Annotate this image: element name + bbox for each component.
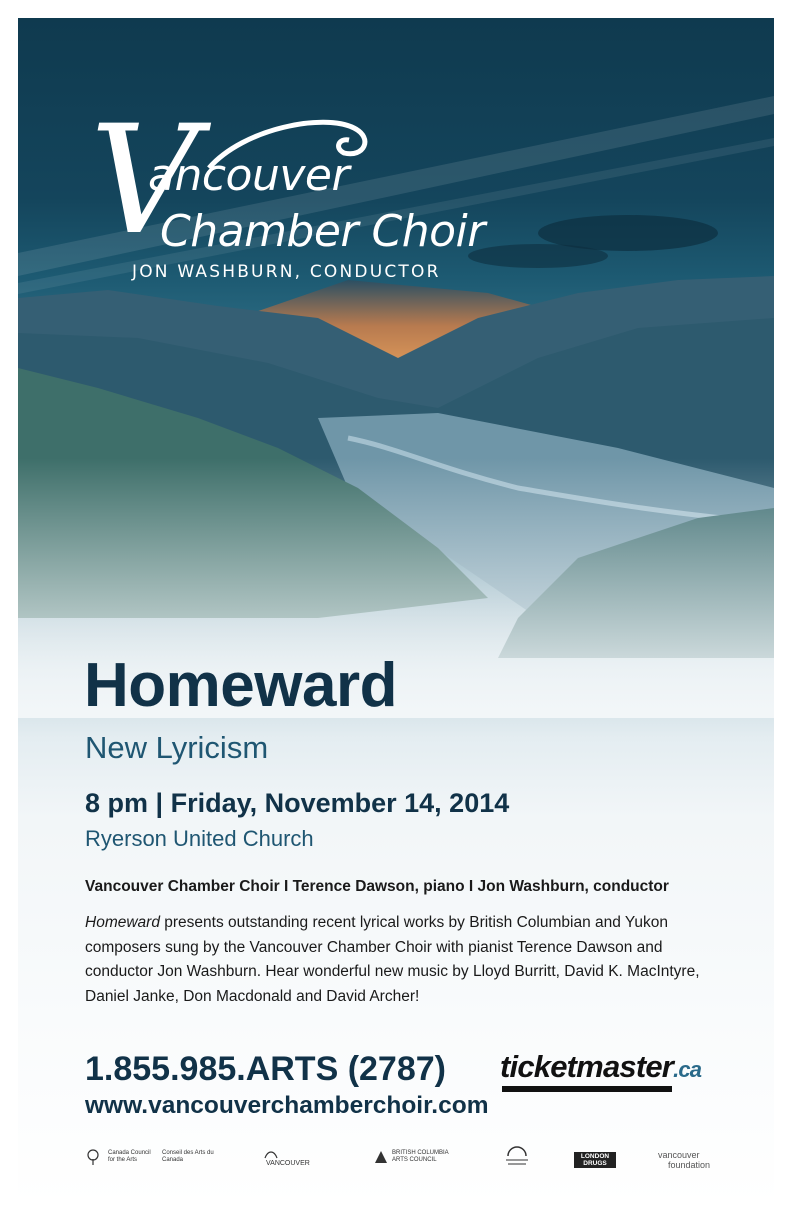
london-drugs-label: LONDON DRUGS xyxy=(580,1153,610,1167)
city-vancouver-icon xyxy=(264,1148,278,1160)
logo-chamber-choir: Chamber Choir xyxy=(160,206,485,257)
sponsor-vancouver-foundation xyxy=(658,1150,710,1170)
canada-council-en: Canada Council for the Arts xyxy=(108,1150,151,1163)
ticketmaster-underline xyxy=(502,1086,672,1092)
logo-conductor: JON WASHBURN, CONDUCTOR xyxy=(132,262,441,282)
event-credits: Vancouver Chamber Choir I Terence Dawson, piano I Jon Washburn, conductor xyxy=(85,878,669,895)
canada-council-icon xyxy=(84,1148,102,1166)
ticketmaster-word: ticketmaster xyxy=(500,1049,674,1084)
bc-arts-label: BRITISH COLUMBIA ARTS COUNCIL xyxy=(392,1150,449,1163)
event-subtitle: New Lyricism xyxy=(85,730,269,765)
vf-line2: foundation xyxy=(668,1160,711,1170)
event-venue: Ryerson United Church xyxy=(85,826,314,851)
vf-line1: vancouver xyxy=(658,1150,700,1160)
logo-initial: V xyxy=(90,94,199,268)
description-lead: Homeward xyxy=(85,914,160,931)
website-link[interactable]: www.vancouverchamberchoir.com xyxy=(85,1092,489,1119)
bc-arts-icon xyxy=(374,1150,388,1164)
cloud xyxy=(468,244,608,268)
logo-vancouver: ancouver xyxy=(148,150,350,201)
event-datetime: 8 pm | Friday, November 14, 2014 xyxy=(85,788,510,818)
sponsor-london-drugs xyxy=(574,1152,616,1168)
description-body: presents outstanding recent lyrical works by British Columbian and Yukon composers sung by the Vancouver Chamber Choir with pianist Terence Dawson and conductor Jon Washburn. Hear wonderful new music by Lloyd Burritt, David K. MacIntyre, Daniel Janke, Don Macdonald and David Archer! xyxy=(85,914,700,1005)
ticketmaster-logo[interactable] xyxy=(500,1049,701,1085)
poster xyxy=(18,18,774,1206)
canada-council-fr: Conseil des Arts du Canada xyxy=(162,1150,214,1163)
city-vancouver-label: VANCOUVER xyxy=(266,1160,310,1167)
bc-sun-icon xyxy=(502,1144,532,1170)
sponsor-bc-government xyxy=(502,1144,532,1175)
ticketmaster-suffix: .ca xyxy=(673,1057,702,1082)
event-title: Homeward xyxy=(84,651,397,720)
ticket-phone[interactable]: 1.855.985.ARTS (2787) xyxy=(85,1050,446,1088)
event-description xyxy=(85,911,705,1009)
